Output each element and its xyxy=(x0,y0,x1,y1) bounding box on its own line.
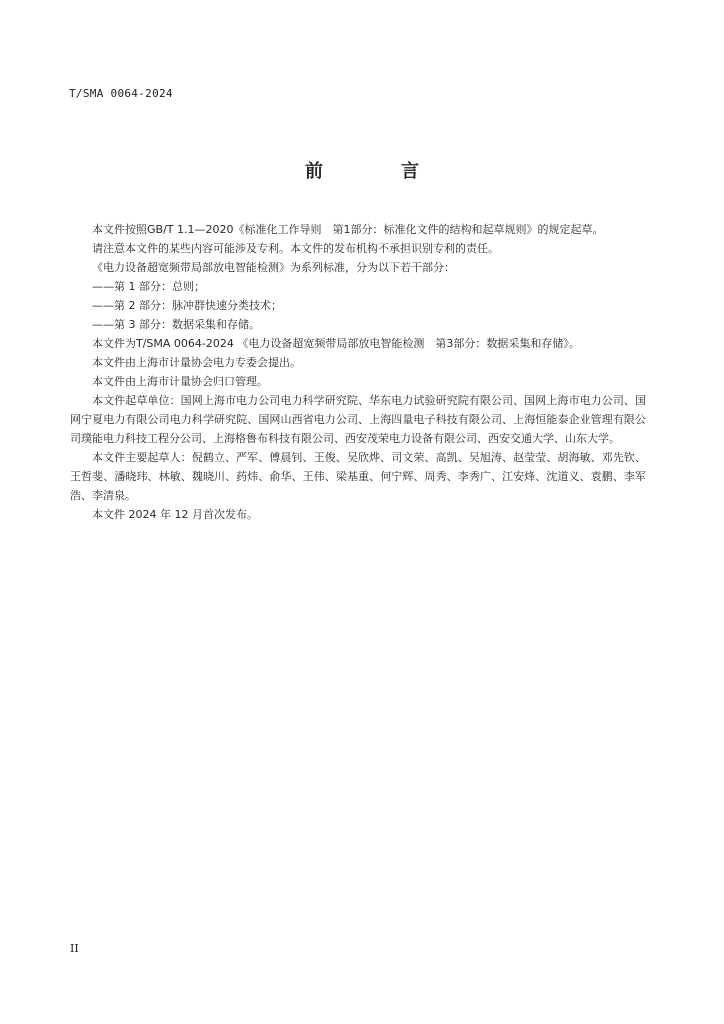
paragraph-administrator: 本文件由上海市计量协会归口管理。 xyxy=(92,375,268,388)
list-item-part-2: ——第 2 部分：脉冲群快速分类技术； xyxy=(92,299,282,312)
paragraph-drafting-units: 本文件起草单位：国网上海市电力公司电力科学研究院、华东电力试验研究院有限公司、国网上海市电力公司、国网宁夏电力有限公司电力科学研究院、国网山西省电力公司、上海四量电子科技有限公司、上海恒能泰企业管理有限公司璞能电力科技工程分公司、上海格鲁布科技有限公司、西安茂荣电力设备有限公司、西安交通大学、山东大学。 xyxy=(70,394,646,445)
paragraph-series-intro: 《电力设备超宽频带局部放电智能检测》为系列标准，分为以下若干部分： xyxy=(92,261,455,274)
paragraph-patent-notice: 请注意本文件的某些内容可能涉及专利。本文件的发布机构不承担识别专利的责任。 xyxy=(92,242,499,255)
paragraph-drafting-rules: 本文件按照GB/T 1.1—2020《标准化工作导则 第1部分：标准化文件的结构和起草规则》的规定起草。 xyxy=(92,223,604,236)
paragraph-first-release: 本文件 2024 年 12 月首次发布。 xyxy=(92,508,258,521)
document-id-header: T/SMA 0064-2024 xyxy=(69,87,173,100)
paragraph-drafters: 本文件主要起草人：倪鹤立、严军、傅晨钊、王俊、吴欣烨、司文荣、高凯、吴旭涛、赵莹莹、胡海敏、邓先钦、王哲斐、潘晓玮、林敏、魏晓川、药炜、俞华、王伟、梁基重、何宁辉、周秀、李秀广、江安烽、沈道义、袁鹏、李军浩、李清泉。 xyxy=(70,451,646,502)
page-number: II xyxy=(70,942,79,955)
list-item-part-1: ——第 1 部分：总则； xyxy=(92,280,205,293)
document-body xyxy=(70,220,646,524)
paragraph-proposer: 本文件由上海市计量协会电力专委会提出。 xyxy=(92,356,301,369)
paragraph-document-identity: 本文件为T/SMA 0064-2024 《电力设备超宽频带局部放电智能检测 第3部分：数据采集和存储》。 xyxy=(92,337,580,350)
page-title: 前 言 xyxy=(305,161,449,182)
list-item-part-3: ——第 3 部分：数据采集和存储。 xyxy=(92,318,260,331)
